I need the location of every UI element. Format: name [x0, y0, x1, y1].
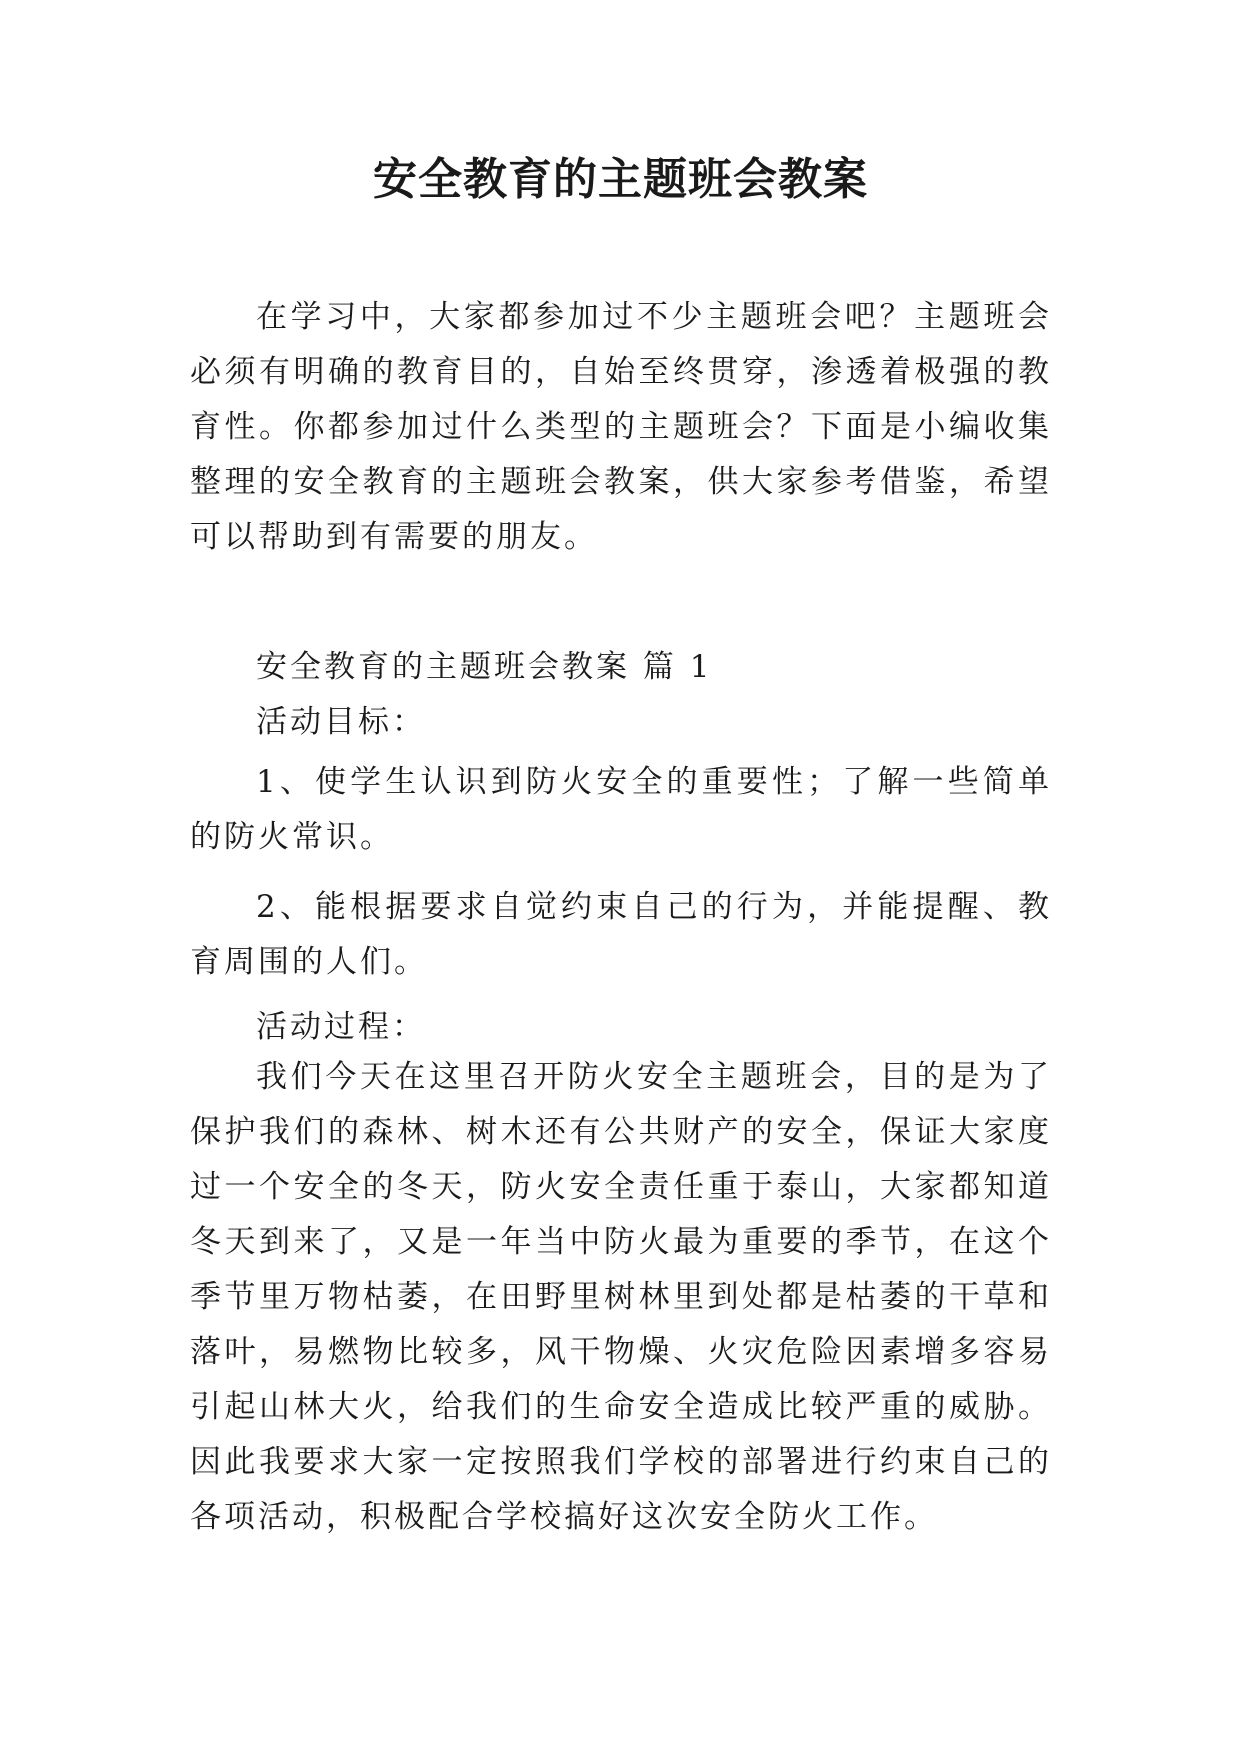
document-title: 安全教育的主题班会教案	[373, 154, 868, 205]
intro-paragraph: 在学习中，大家都参加过不少主题班会吧？主题班会必须有明确的教育目的，自始至终贯穿，渗透着极强的教育性。你都参加过什么类型的主题班会？下面是小编收集整理的安全教育的主题班会教案，供大家参考借鉴，希望可以帮助到有需要的朋友。	[190, 299, 1052, 555]
goal-item-1: 1、使学生认识到防火安全的重要性；了解一些简单的防火常识。	[190, 764, 1052, 855]
process-label: 活动过程：	[256, 1009, 426, 1045]
section-heading: 安全教育的主题班会教案 篇 1	[256, 649, 713, 685]
goal-item-2: 2、能根据要求自觉约束自己的行为，并能提醒、教育周围的人们。	[190, 889, 1052, 980]
goal-label: 活动目标：	[256, 704, 426, 740]
process-paragraph: 我们今天在这里召开防火安全主题班会，目的是为了保护我们的森林、树木还有公共财产的安全，保证大家度过一个安全的冬天，防火安全责任重于泰山，大家都知道冬天到来了，又是一年当中防火最为重要的季节，在这个季节里万物枯萎，在田野里树林里到处都是枯萎的干草和落叶，易燃物比较多，风干物燥、火灾危险因素增多容易引起山林大火，给我们的生命安全造成比较严重的威胁。因此我要求大家一定按照我们学校的部署进行约束自己的各项活动，积极配合学校搞好这次安全防火工作。	[190, 1059, 1052, 1535]
